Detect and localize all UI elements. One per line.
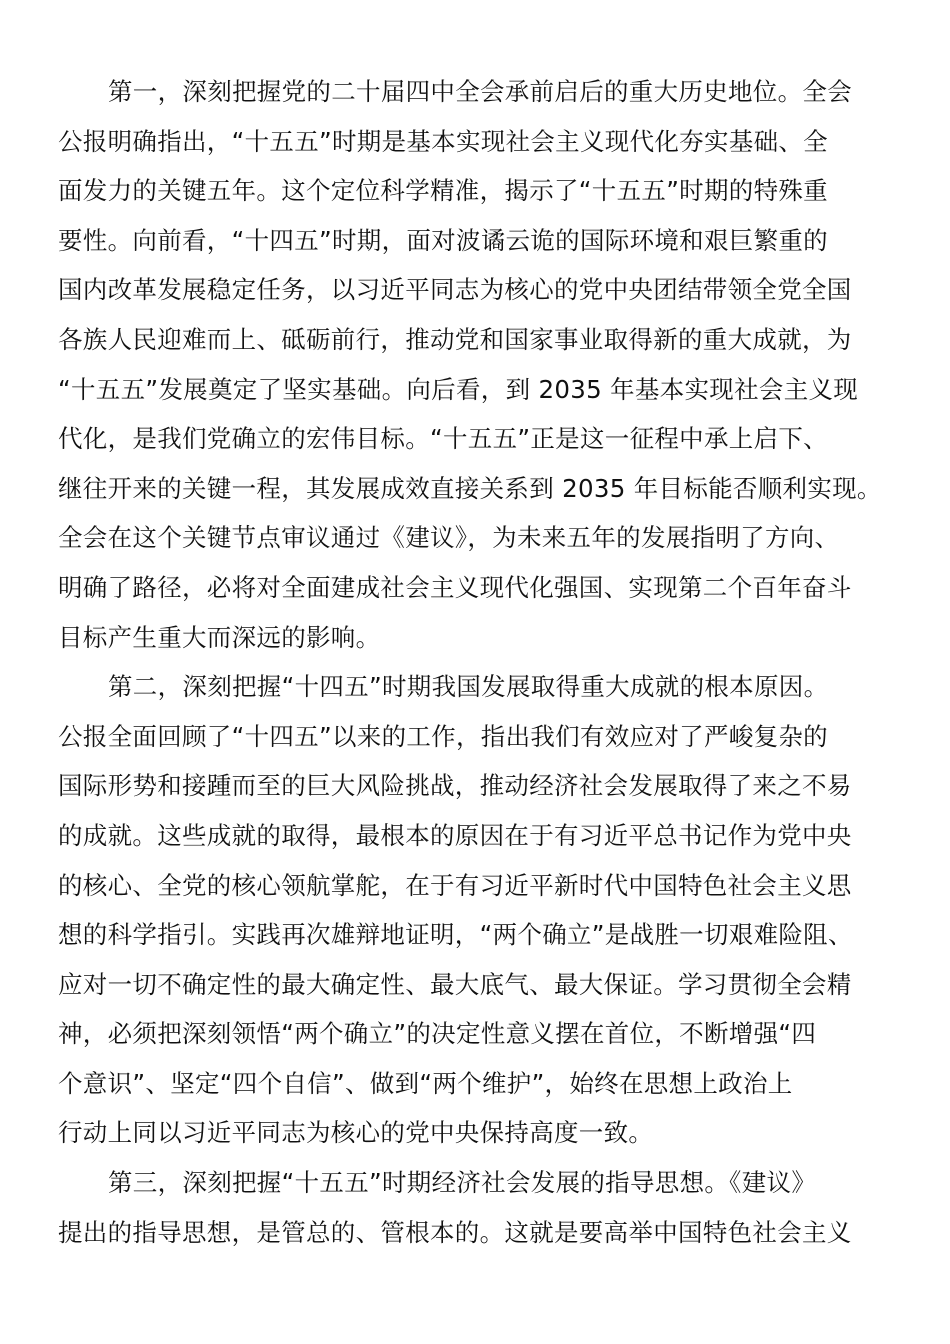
text-line: 应对一切不确定性的最大确定性、最大底气、最大保证。学习贯彻全会精 bbox=[58, 969, 852, 999]
text-line: 国内改革发展稳定任务，以习近平同志为核心的党中央团结带领全党全国 bbox=[58, 275, 852, 305]
text-line: 代化，是我们党确立的宏伟目标。“十五五”正是这一征程中承上启下、 bbox=[58, 424, 828, 454]
text-line: 第一，深刻把握党的二十届四中全会承前启后的重大历史地位。全会 bbox=[108, 77, 852, 106]
text-line: 提出的指导思想，是管总的、管根本的。这就是要高举中国特色社会主义 bbox=[58, 1217, 852, 1247]
text-line: 第三，深刻把握“十五五”时期经济社会发展的指导思想。《建议》 bbox=[108, 1168, 817, 1198]
paragraph-third bbox=[58, 1158, 878, 1257]
text-line: 个意识”、坚定“四个自信”、做到“两个维护”，始终在思想上政治上 bbox=[58, 1068, 793, 1098]
text-line: “十五五”发展奠定了坚实基础。向后看，到 2035 年基本实现社会主义现 bbox=[58, 374, 859, 404]
text-line: 面发力的关键五年。这个定位科学精准，揭示了“十五五”时期的特殊重 bbox=[58, 176, 828, 206]
document-page bbox=[58, 67, 882, 1257]
text-line: 国际形势和接踵而至的巨大风险挑战，推动经济社会发展取得了来之不易 bbox=[58, 771, 852, 801]
text-line: 全会在这个关键节点审议通过《建议》，为未来五年的发展指明了方向、 bbox=[58, 523, 840, 553]
text-line: 的核心、全党的核心领航掌舵，在于有习近平新时代中国特色社会主义思 bbox=[58, 870, 852, 900]
text-line: 目标产生重大而深远的影响。 bbox=[58, 622, 381, 652]
text-line: 各族人民迎难而上、砥砺前行，推动党和国家事业取得新的重大成就，为 bbox=[58, 324, 852, 354]
text-line: 公报全面回顾了“十四五”以来的工作，指出我们有效应对了严峻复杂的 bbox=[58, 721, 828, 751]
text-line: 继往开来的关键一程，其发展成效直接关系到 2035 年目标能否顺利实现。 bbox=[58, 473, 882, 503]
text-line: 行动上同以习近平同志为核心的党中央保持高度一致。 bbox=[58, 1118, 654, 1148]
paragraph-first bbox=[58, 67, 882, 662]
text-line: 明确了路径，必将对全面建成社会主义现代化强国、实现第二个百年奋斗 bbox=[58, 572, 852, 602]
text-line: 神，必须把深刻领悟“两个确立”的决定性意义摆在首位，不断增强“四 bbox=[58, 1019, 817, 1049]
text-line: 的成就。这些成就的取得，最根本的原因在于有习近平总书记作为党中央 bbox=[58, 820, 852, 850]
paragraph-second bbox=[58, 662, 878, 1158]
text-line: 要性。向前看，“十四五”时期，面对波谲云诡的国际环境和艰巨繁重的 bbox=[58, 225, 828, 255]
text-line: 第二，深刻把握“十四五”时期我国发展取得重大成就的根本原因。 bbox=[108, 672, 829, 702]
text-line: 公报明确指出，“十五五”时期是基本实现社会主义现代化夯实基础、全 bbox=[58, 126, 828, 156]
text-line: 想的科学指引。实践再次雄辩地证明，“两个确立”是战胜一切艰难险阻、 bbox=[58, 920, 853, 950]
